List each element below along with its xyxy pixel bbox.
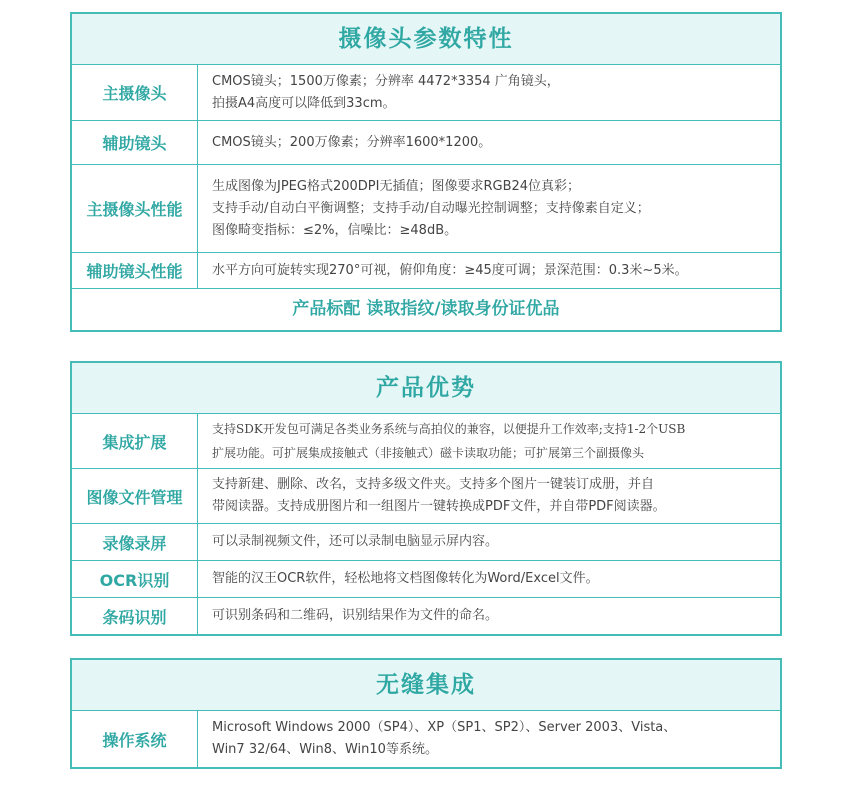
row-label: 操作系统 <box>72 711 198 767</box>
value-line: 可以录制视频文件，还可以录制电脑显示屏内容。 <box>212 534 499 549</box>
table-row <box>72 560 780 597</box>
row-label: OCR识别 <box>72 561 198 597</box>
table-row <box>72 523 780 560</box>
value-line: 带阅读器。支持成册图片和一组图片一键转换成PDF文件，并自带PDF阅读器。 <box>212 499 666 514</box>
value-line: Microsoft Windows 2000（SP4）、XP（SP1、SP2）、Server 2003、Vista、 <box>212 720 677 735</box>
camera-params-title: 摄像头参数特性 <box>72 14 780 64</box>
advantages-section <box>70 361 782 636</box>
value-line: 智能的汉王OCR软件，轻松地将文档图像转化为Word/Excel文件。 <box>212 571 599 586</box>
row-value <box>198 598 780 634</box>
row-label: 主摄像头性能 <box>72 165 198 252</box>
value-line: 图像畸变指标：≤2%，信噪比：≥48dB。 <box>212 222 458 238</box>
table-row <box>72 597 780 634</box>
row-value <box>198 414 780 468</box>
table-row <box>72 64 780 120</box>
table-row <box>72 468 780 523</box>
integration-section <box>70 658 782 769</box>
row-label: 主摄像头 <box>72 65 198 120</box>
row-label: 条码识别 <box>72 598 198 634</box>
value-line: 支持SDK开发包可满足各类业务系统与高拍仪的兼容，以便提升工作效率;支持1-2个USB <box>212 422 686 436</box>
row-label: 辅助镜头性能 <box>72 253 198 288</box>
row-value <box>198 711 780 767</box>
value-line: 可识别条码和二维码，识别结果作为文件的命名。 <box>212 608 499 623</box>
table-row <box>72 120 780 164</box>
row-label: 录像录屏 <box>72 524 198 560</box>
table-row <box>72 252 780 288</box>
value-line: CMOS镜头；200万像素；分辨率1600*1200。 <box>212 134 492 150</box>
row-label: 集成扩展 <box>72 414 198 468</box>
table-row <box>72 413 780 468</box>
row-value <box>198 469 780 523</box>
integration-title: 无缝集成 <box>72 660 780 710</box>
value-line: 生成图像为JPEG格式200DPI无插值；图像要求RGB24位真彩； <box>212 178 581 194</box>
row-value <box>198 165 780 252</box>
value-line: 支持新建、删除、改名，支持多级文件夹。支持多个图片一键装订成册，并自 <box>212 477 655 492</box>
advantages-title: 产品优势 <box>72 363 780 413</box>
value-line: Win7 32/64、Win8、Win10等系统。 <box>212 742 438 757</box>
camera-params-section <box>70 12 782 332</box>
table-row <box>72 164 780 252</box>
row-value <box>198 65 780 120</box>
value-line: CMOS镜头；1500万像素；分辨率 4472*3354 广角镜头， <box>212 73 560 89</box>
value-line: 扩展功能。可扩展集成接触式（非接触式）磁卡读取功能；可扩展第三个副摄像头 <box>212 446 645 460</box>
value-line: 拍摄A4高度可以降低到33cm。 <box>212 95 396 111</box>
row-label: 图像文件管理 <box>72 469 198 523</box>
standard-config-footer: 产品标配 读取指纹/读取身份证优品 <box>72 288 780 330</box>
value-line: 水平方向可旋转实现270°可视，俯仰角度：≥45度可调；景深范围：0.3米~5米。 <box>212 262 688 278</box>
row-value <box>198 121 780 164</box>
table-row <box>72 710 780 767</box>
value-line: 支持手动/自动白平衡调整；支持手动/自动曝光控制调整；支持像素自定义； <box>212 200 650 216</box>
row-value <box>198 561 780 597</box>
row-label: 辅助镜头 <box>72 121 198 164</box>
row-value <box>198 524 780 560</box>
row-value <box>198 253 780 288</box>
